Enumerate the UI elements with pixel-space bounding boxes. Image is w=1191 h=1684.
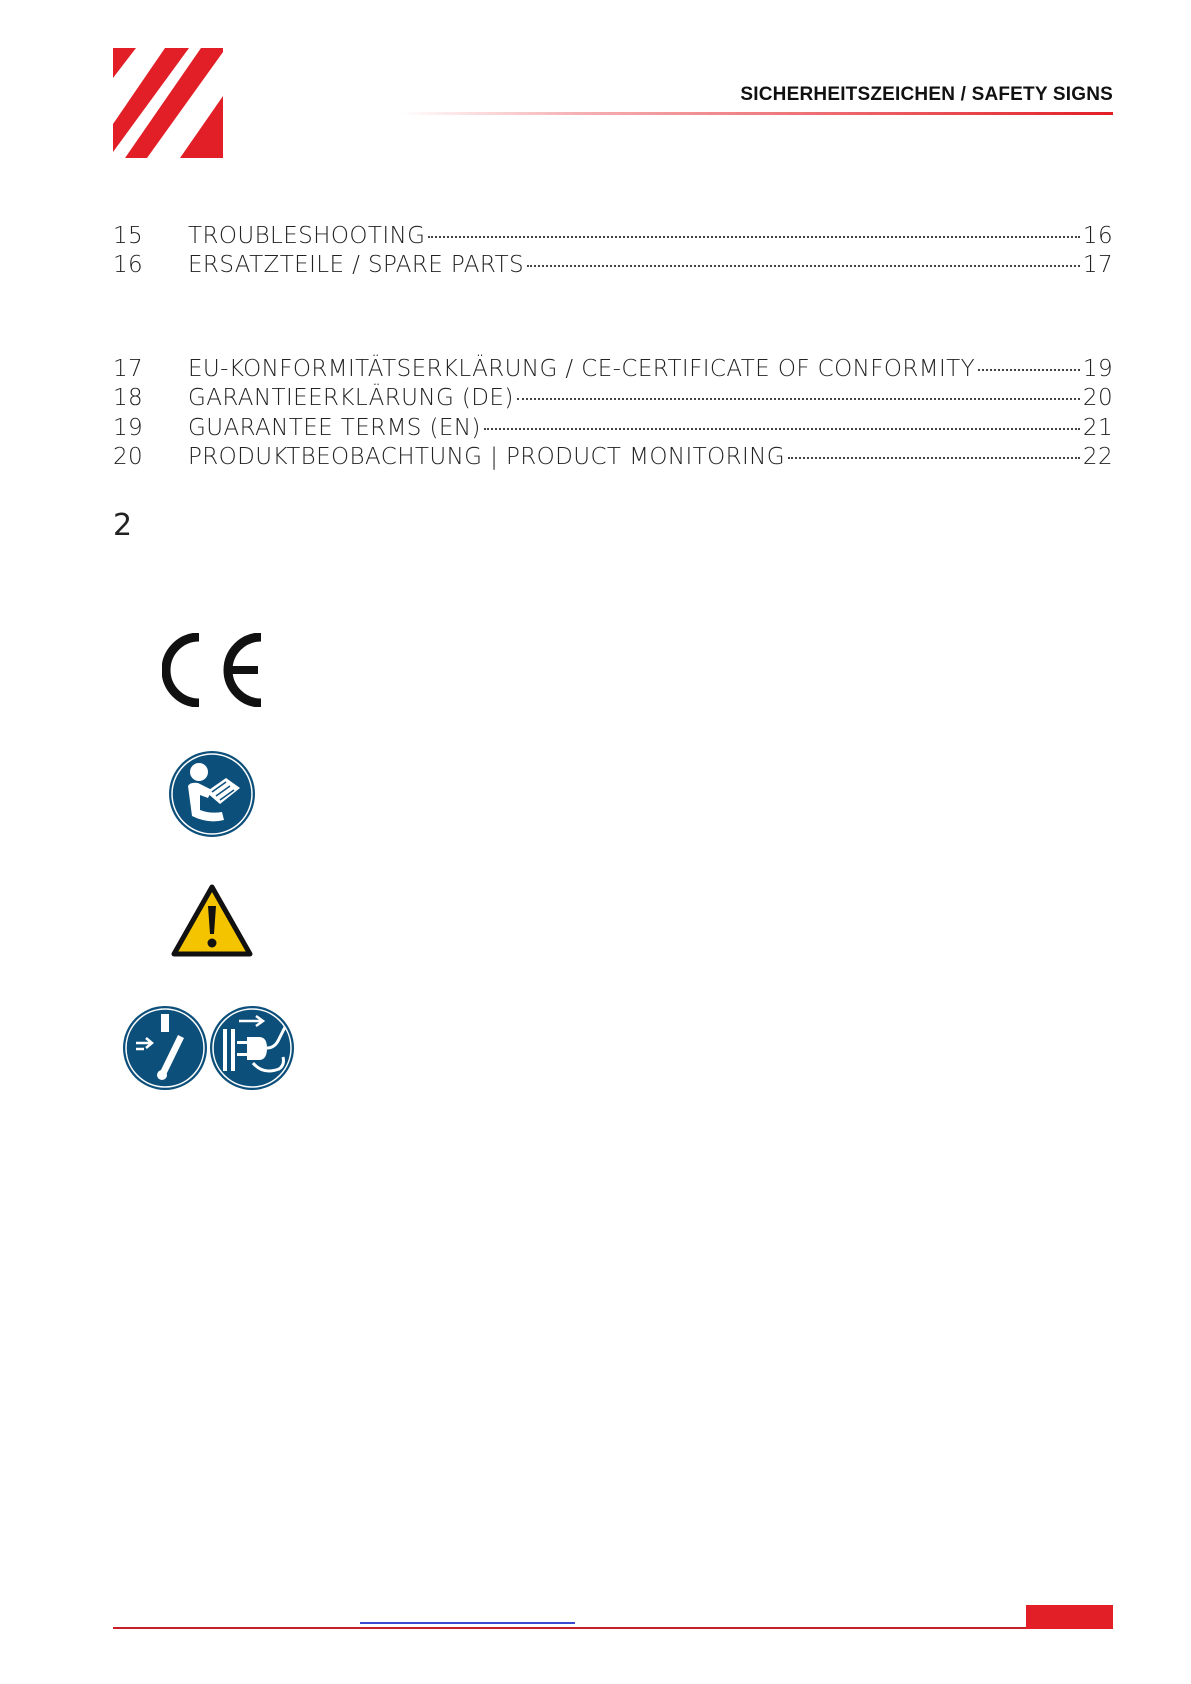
read-manual-icon — [168, 750, 256, 838]
unplug-mains-icon — [209, 1005, 295, 1091]
toc-entry[interactable] — [113, 223, 1113, 252]
toc-entry[interactable] — [113, 356, 1113, 385]
toc-entry-page: 16 — [1082, 223, 1113, 249]
footer-divider — [113, 1627, 1113, 1629]
toc-leader-dots — [517, 398, 1080, 400]
general-warning-icon — [171, 884, 253, 958]
toc-leader-dots — [428, 236, 1080, 238]
disconnect-switch-icon — [122, 1005, 208, 1091]
toc-entry-title: GARANTIEERKLÄRUNG (DE) — [188, 385, 514, 412]
toc-entry[interactable] — [113, 385, 1113, 414]
toc-entry[interactable] — [113, 444, 1113, 473]
toc-entry-page: 17 — [1082, 252, 1113, 279]
toc-entry-title: ERSATZTEILE / SPARE PARTS — [188, 252, 525, 279]
section-number: 2 — [113, 508, 133, 543]
footer-link-underline[interactable] — [360, 1622, 575, 1624]
toc-entry-number: 16 — [113, 252, 144, 279]
toc-group-1 — [113, 223, 1113, 282]
toc-entry-number: 20 — [113, 443, 144, 470]
toc-entry-page: 20 — [1082, 385, 1113, 412]
toc-entry-number: 15 — [113, 223, 144, 249]
toc-entry-number: 17 — [113, 356, 144, 382]
toc-entry-title: EU-KONFORMITÄTSERKLÄRUNG / CE-CERTIFICATE OF CONFORMITY — [188, 356, 976, 382]
toc-entry-page: 21 — [1082, 414, 1113, 441]
toc-entry[interactable] — [113, 252, 1113, 281]
toc-entry[interactable] — [113, 415, 1113, 444]
header-divider — [400, 112, 1113, 115]
toc-leader-dots — [978, 369, 1080, 371]
ce-mark-icon — [162, 633, 267, 707]
toc-entry-title: TROUBLESHOOTING — [188, 223, 426, 249]
footer-page-marker — [1026, 1605, 1113, 1629]
toc-leader-dots — [788, 457, 1080, 459]
toc-entry-title: GUARANTEE TERMS (EN) — [188, 414, 481, 441]
brand-logo — [113, 48, 223, 158]
page-header-title: SICHERHEITSZEICHEN / SAFETY SIGNS — [740, 84, 1113, 105]
toc-entry-number: 19 — [113, 414, 144, 441]
toc-entry-page: 22 — [1082, 443, 1113, 470]
toc-leader-dots — [484, 428, 1080, 430]
toc-group-2 — [113, 356, 1113, 473]
toc-entry-title: PRODUKTBEOBACHTUNG | PRODUCT MONITORING — [188, 443, 785, 470]
toc-leader-dots — [527, 265, 1080, 267]
toc-entry-number: 18 — [113, 385, 144, 412]
toc-entry-page: 19 — [1082, 356, 1113, 382]
